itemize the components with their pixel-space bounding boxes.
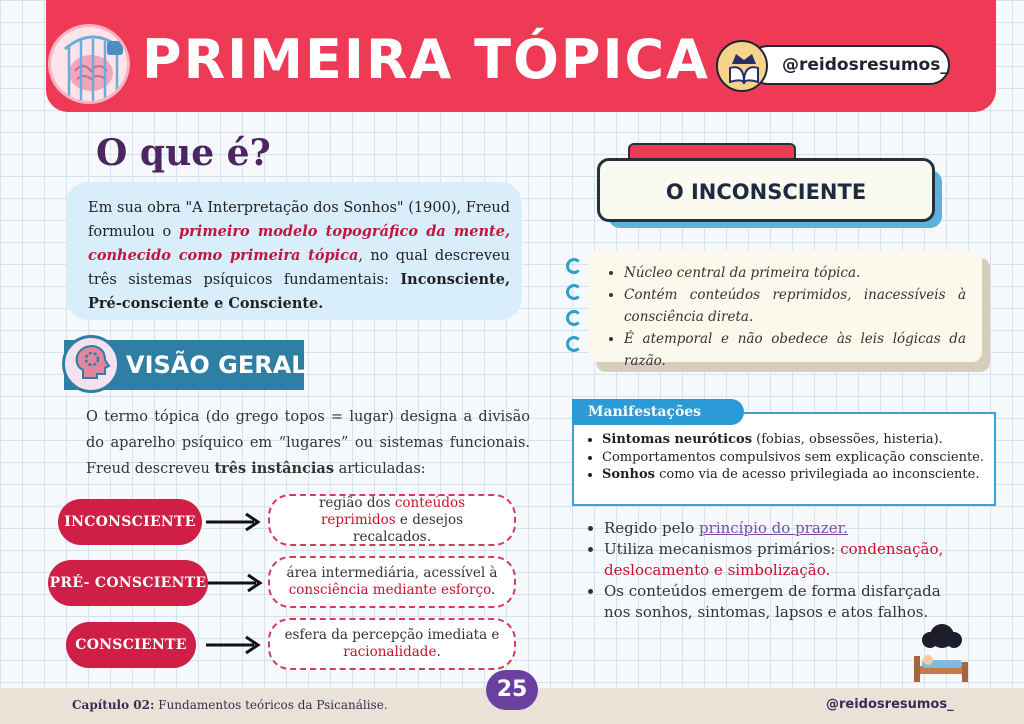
page-number: 25 <box>486 670 538 710</box>
chapter-label: Capítulo 02: Fundamentos teóricos da Psicanálise. <box>72 698 388 712</box>
inconsciente-heading: O INCONSCIENTE <box>665 180 867 204</box>
instance-desc-pre-consciente: área intermediária, acessível à consciência mediante esforço. <box>268 556 516 608</box>
right-arrow-icon <box>204 510 262 534</box>
list-item: • Os conteúdos emergem de forma disfarçada nos sonhos, sintomas, lapsos e atos falhos. <box>604 581 954 623</box>
head-gear-icon <box>62 335 120 393</box>
binder-ring-icon <box>566 258 582 274</box>
instance-label-consciente: CONSCIENTE <box>66 622 196 668</box>
brain-cage-icon <box>48 24 130 104</box>
instance-label-inconsciente: INCONSCIENTE <box>58 499 202 545</box>
binder-ring-icon <box>566 284 582 300</box>
visao-geral-text: O termo tópica (do grego topos = lugar) designa a divisão do aparelho psíquico em “lugares” ou sistemas funcionais. Freud descreveu três instâncias articuladas: <box>86 409 530 477</box>
list-item: • Utiliza mecanismos primários: condensação, deslocamento e simbolização. <box>604 539 954 581</box>
crown-book-icon <box>716 40 768 92</box>
visao-geral-heading: VISÃO GERAL <box>126 351 307 379</box>
binder-ring-icon <box>566 336 582 352</box>
list-item: • Núcleo central da primeira tópica. <box>624 262 966 284</box>
social-handle: @reidosresumos_ <box>748 45 950 85</box>
instance-desc-inconsciente: região dos conteúdos reprimidos e desejos recalcados. <box>268 494 516 546</box>
instance-desc-consciente: esfera da percepção imediata e racionalidade. <box>268 618 516 670</box>
what-is-heading: O que é? <box>96 132 271 174</box>
intro-highlight: primeiro modelo topográfico da mente, conhecido como primeira tópica <box>88 223 510 264</box>
intro-systems: Inconsciente, Pré-consciente e Consciente. <box>88 271 510 312</box>
page-title: PRIMEIRA TÓPICA <box>142 28 710 91</box>
manifestacoes-list <box>584 431 990 484</box>
intro-text-after: , no qual descreveu três sistemas psíquicos fundamentais: <box>88 248 510 288</box>
right-arrow-icon <box>206 571 264 595</box>
list-item: • Sintomas neuróticos (fobias, obsessões, histeria). <box>602 431 990 449</box>
list-item: • Comportamentos compulsivos sem explicação consciente. <box>602 449 990 467</box>
list-item: • Contém conteúdos reprimidos, inacessíveis à consciência direta. <box>624 284 966 328</box>
principio-prazer-link: princípio do prazer. <box>699 519 848 537</box>
list-item: • Regido pelo princípio do prazer. <box>604 518 954 539</box>
binder-ring-icon <box>566 310 582 326</box>
right-arrow-icon <box>204 633 262 657</box>
inconsciente-main-points <box>584 518 954 623</box>
instances-bold: três instâncias <box>214 460 334 477</box>
intro-text: Em sua obra "A Interpretação dos Sonhos" (1900), Freud formulou o <box>88 200 510 240</box>
footer-handle: @reidosresumos_ <box>826 697 954 712</box>
list-item: • É atemporal e não obedece às leis lógicas da razão. <box>624 328 966 372</box>
manifestacoes-heading: Manifestações <box>572 399 744 425</box>
sleeping-person-icon <box>908 620 974 686</box>
list-item: • Sonhos como via de acesso privilegiada ao inconsciente. <box>602 466 990 484</box>
instance-label-pre-consciente: PRÉ- CONSCIENTE <box>48 560 208 606</box>
intro-box <box>66 182 522 320</box>
inconsciente-note-card <box>588 250 982 369</box>
